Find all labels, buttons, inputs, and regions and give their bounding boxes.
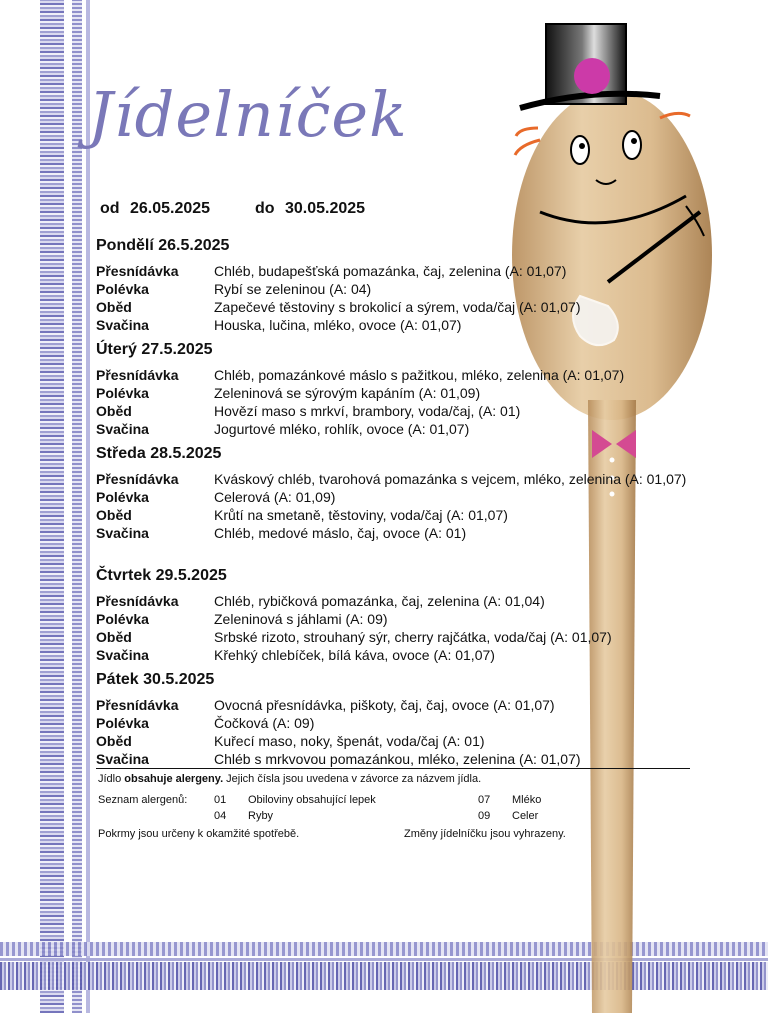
meal-row <box>96 384 696 402</box>
meal-label: Svačina <box>96 647 149 663</box>
meal-text: Chléb s mrkvovou pomazánkou, mléko, zelenina (A: 01,07) <box>214 751 581 767</box>
meal-text: Srbské rizoto, strouhaný sýr, cherry rajčátka, voda/čaj (A: 01,07) <box>214 629 612 645</box>
meal-text: Chléb, rybičková pomazánka, čaj, zelenina (A: 01,04) <box>214 593 545 609</box>
meal-row <box>96 732 696 750</box>
day-title: Pátek 30.5.2025 <box>96 671 215 688</box>
woven-stripe-left-line <box>86 0 90 1013</box>
meal-row <box>96 524 696 542</box>
meal-row <box>96 316 696 334</box>
footer-divider <box>96 768 690 769</box>
allergen-code: 07 <box>478 794 491 806</box>
meal-row <box>96 506 696 524</box>
date-to-label: do <box>254 200 275 217</box>
meal-text: Jogurtové mléko, rohlík, ovoce (A: 01,07) <box>214 421 470 437</box>
meal-row <box>96 420 696 438</box>
meal-label: Svačina <box>96 751 149 767</box>
meal-text: Houska, lučina, mléko, ovoce (A: 01,07) <box>214 317 462 333</box>
meal-label: Polévka <box>96 489 149 505</box>
meal-text: Křehký chlebíček, bílá káva, ovoce (A: 01,07) <box>214 647 495 663</box>
allergen-name: Celer <box>512 810 539 822</box>
weekly-menu <box>96 236 696 774</box>
woven-stripe-left-thin <box>72 0 82 1013</box>
woven-stripe-left <box>40 0 64 1013</box>
meal-text: Ovocná přesnídávka, piškoty, čaj, čaj, ovoce (A: 01,07) <box>214 697 555 713</box>
meal-text: Hovězí maso s mrkví, brambory, voda/čaj, (A: 01) <box>214 403 521 419</box>
meal-text: Chléb, medové máslo, čaj, ovoce (A: 01) <box>214 525 467 541</box>
day-tuesday <box>96 340 696 436</box>
date-from: 26.05.2025 <box>130 200 211 217</box>
meal-label: Přesnídávka <box>96 471 179 487</box>
meal-label: Přesnídávka <box>96 593 179 609</box>
allergen-list-label: Seznam alergenů: <box>98 794 188 806</box>
meal-label: Oběd <box>96 507 132 523</box>
consume-note: Pokrmy jsou určeny k okamžité spotřebě. <box>98 828 300 840</box>
date-from-label: od <box>100 200 120 217</box>
day-title: Čtvrtek 29.5.2025 <box>96 567 227 584</box>
page-title: Jídelníček <box>88 78 408 151</box>
allergen-name: Obiloviny obsahující lepek <box>248 794 376 806</box>
meal-label: Oběd <box>96 733 132 749</box>
allergen-note-bold: obsahuje alergeny. <box>124 773 224 785</box>
meal-label: Svačina <box>96 317 149 333</box>
meal-text: Kváskový chléb, tvarohová pomazánka s vejcem, mléko, zelenina (A: 01,07) <box>214 471 687 487</box>
day-thursday <box>96 566 696 662</box>
meal-text: Zeleninová se sýrovým kapáním (A: 01,09) <box>214 385 481 401</box>
date-range <box>100 200 371 218</box>
allergen-code: 01 <box>214 794 227 806</box>
day-title: Pondělí 26.5.2025 <box>96 237 230 254</box>
meal-row <box>96 402 696 420</box>
meal-text: Krůtí na smetaně, těstoviny, voda/čaj (A: 01,07) <box>214 507 508 523</box>
meal-text: Kuřecí maso, noky, špenát, voda/čaj (A: 01) <box>214 733 485 749</box>
changes-note: Změny jídelníčku jsou vyhrazeny. <box>404 828 566 840</box>
allergen-name: Ryby <box>248 810 274 822</box>
meal-row <box>96 592 696 610</box>
date-to: 30.05.2025 <box>284 200 366 217</box>
meal-label: Polévka <box>96 715 149 731</box>
meal-label: Svačina <box>96 525 149 541</box>
meal-row <box>96 262 696 280</box>
day-wednesday <box>96 444 696 558</box>
day-monday <box>96 236 696 332</box>
meal-text: Chléb, pomazánkové máslo s pažitkou, mléko, zelenina (A: 01,07) <box>214 367 625 383</box>
meal-row <box>96 470 696 488</box>
meal-text: Rybí se zeleninou (A: 04) <box>214 281 372 297</box>
meal-row <box>96 610 696 628</box>
meal-label: Oběd <box>96 403 132 419</box>
meal-row <box>96 298 696 316</box>
meal-text: Celerová (A: 01,09) <box>214 489 336 505</box>
allergen-code: 04 <box>214 810 227 822</box>
allergen-name: Mléko <box>512 794 542 806</box>
meal-row <box>96 488 696 506</box>
day-title: Středa 28.5.2025 <box>96 445 222 462</box>
allergen-note <box>98 773 481 785</box>
meal-row <box>96 366 696 384</box>
meal-label: Přesnídávka <box>96 263 179 279</box>
meal-label: Přesnídávka <box>96 367 179 383</box>
meal-label: Svačina <box>96 421 149 437</box>
meal-row <box>96 646 696 664</box>
meal-row <box>96 714 696 732</box>
meal-row <box>96 750 696 768</box>
meal-text: Čočková (A: 09) <box>214 715 315 731</box>
meal-label: Polévka <box>96 611 149 627</box>
meal-row <box>96 628 696 646</box>
meal-label: Polévka <box>96 281 149 297</box>
allergen-code: 09 <box>478 810 491 822</box>
meal-text: Zeleninová s jáhlami (A: 09) <box>214 611 388 627</box>
meal-row <box>96 280 696 298</box>
meal-label: Oběd <box>96 629 132 645</box>
meal-text: Zapečevé těstoviny s brokolicí a sýrem, voda/čaj (A: 01,07) <box>214 299 581 315</box>
meal-label: Polévka <box>96 385 149 401</box>
day-friday <box>96 670 696 766</box>
meal-label: Přesnídávka <box>96 697 179 713</box>
meal-label: Oběd <box>96 299 132 315</box>
meal-text: Chléb, budapešťská pomazánka, čaj, zelenina (A: 01,07) <box>214 263 567 279</box>
allergen-note-post: Jejich čísla jsou uvedena v závorce za názvem jídla. <box>223 773 482 785</box>
day-title: Úterý 27.5.2025 <box>96 341 213 358</box>
meal-row <box>96 696 696 714</box>
allergen-note-pre: Jídlo <box>98 773 125 785</box>
